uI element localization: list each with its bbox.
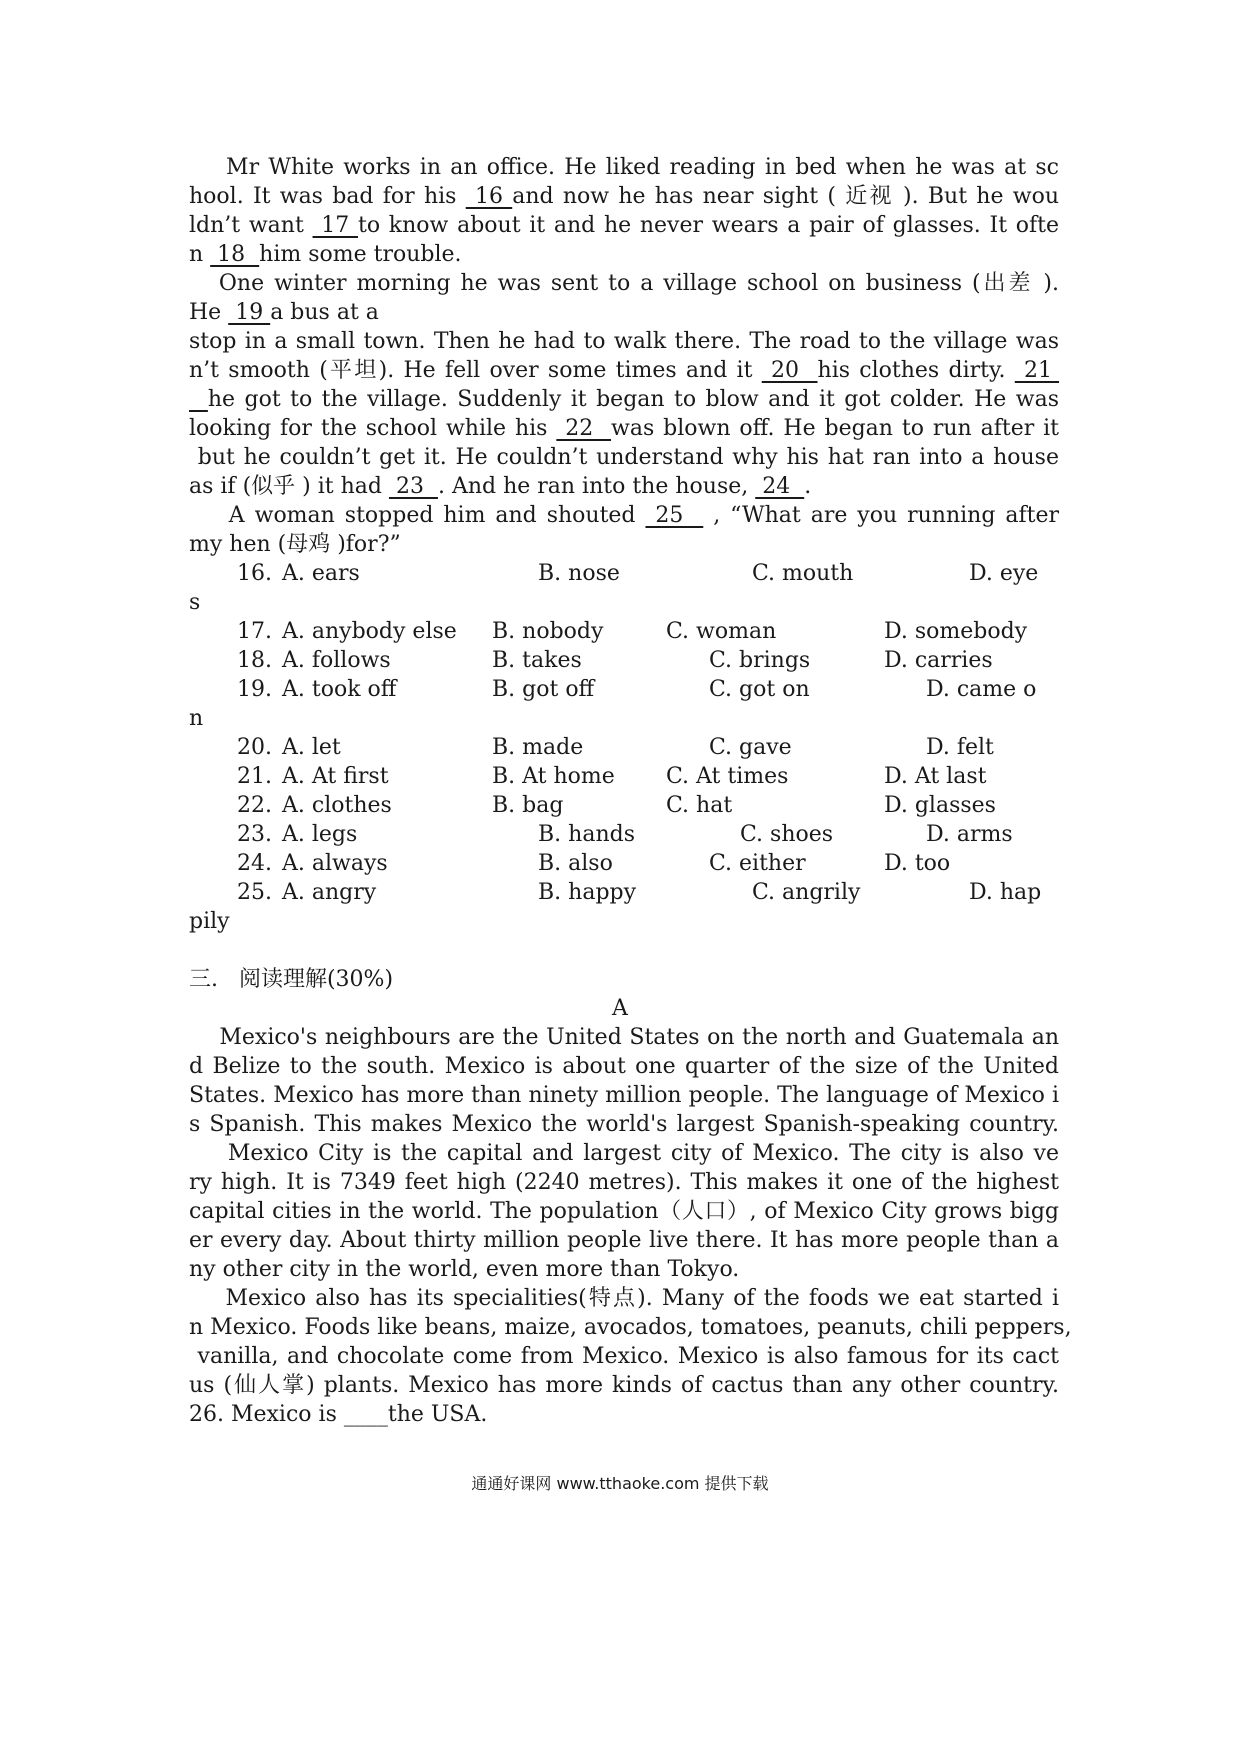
option-d: D. somebody: [884, 619, 1028, 644]
option-c: C. woman: [666, 619, 777, 644]
option-c: C. angrily: [752, 880, 861, 905]
blank-19: 19: [228, 300, 271, 325]
reading-line: er every day. About thirty million people live there. It has more people than a: [189, 1228, 1059, 1253]
option-a: A. let: [282, 735, 341, 760]
option-c: C. gave: [709, 735, 792, 760]
part-label: A: [612, 996, 628, 1021]
question-number: 22.: [237, 793, 272, 818]
blank-24: 24: [755, 474, 805, 499]
question-number: 19.: [237, 677, 272, 702]
question-number: 18.: [237, 648, 272, 673]
question-number: 23.: [237, 822, 272, 847]
blank-25: 25: [645, 503, 704, 528]
blank-20: 20: [761, 358, 818, 383]
option-a: A. took off: [282, 677, 397, 702]
reading-line: States. Mexico has more than ninety million people. The language of Mexico i: [189, 1083, 1059, 1108]
option-wrap: n: [189, 706, 204, 731]
option-c: C. either: [709, 851, 806, 876]
passage-line: n’t smooth (平坦). He fell over some times and it 20 his clothes dirty. 21: [189, 358, 1060, 383]
option-wrap: pily: [189, 909, 230, 934]
reading-line: Mexico's neighbours are the United States on the north and Guatemala an: [189, 1025, 1059, 1050]
option-a: A. ears: [282, 561, 360, 586]
option-d: D. glasses: [884, 793, 996, 818]
option-b: B. also: [538, 851, 613, 876]
option-c: C. got on: [709, 677, 810, 702]
reading-line: Mexico also has its specialities(特点). Many of the foods we eat started i: [189, 1286, 1059, 1311]
option-c: C. hat: [666, 793, 733, 818]
reading-line: ny other city in the world, even more than Tokyo.: [189, 1257, 740, 1282]
option-d: D. carries: [884, 648, 993, 673]
option-b: B. made: [492, 735, 584, 760]
blank-17: 17: [312, 213, 358, 238]
option-b: B. hands: [538, 822, 635, 847]
reading-line: s Spanish. This makes Mexico the world's largest Spanish-speaking country.: [189, 1112, 1059, 1137]
option-b: B. bag: [492, 793, 564, 818]
option-a: A. angry: [282, 880, 377, 905]
option-b: B. nose: [538, 561, 620, 586]
blank-21: 21: [1014, 358, 1060, 383]
option-d: D. eye: [969, 561, 1039, 586]
reading-line: d Belize to the south. Mexico is about one quarter of the size of the United: [189, 1054, 1059, 1079]
page-footer: 通通好课网 www.tthaoke.com 提供下载: [471, 1474, 769, 1493]
option-b: B. At home: [492, 764, 615, 789]
option-c: C. shoes: [740, 822, 834, 847]
option-a: A. anybody else: [282, 619, 457, 644]
reading-line: n Mexico. Foods like beans, maize, avocados, tomatoes, peanuts, chili peppers,: [189, 1315, 1072, 1340]
option-a: A. always: [282, 851, 388, 876]
option-a: A. clothes: [282, 793, 392, 818]
reading-line: Mexico City is the capital and largest city of Mexico. The city is also ve: [189, 1141, 1059, 1166]
reading-line: ry high. It is 7349 feet high (2240 metres). This makes it one of the highest: [189, 1170, 1059, 1195]
passage-line: ldn’t want 17 to know about it and he never wears a pair of glasses. It ofte: [189, 213, 1060, 238]
section-heading: 三. 阅读理解(30%): [189, 967, 394, 992]
blank-22: 22: [556, 416, 612, 441]
option-d: D. too: [884, 851, 951, 876]
passage-line: looking for the school while his 22 was blown off. He began to run after it: [189, 416, 1059, 441]
question-number: 20.: [237, 735, 272, 760]
passage-line: Mr White works in an office. He liked reading in bed when he was at sc: [189, 155, 1059, 180]
option-d: D. arms: [926, 822, 1013, 847]
option-d: D. felt: [926, 735, 994, 760]
option-c: C. brings: [709, 648, 811, 673]
question-number: 25.: [237, 880, 272, 905]
option-wrap: s: [189, 590, 201, 615]
option-b: B. got off: [492, 677, 595, 702]
option-d: D. At last: [884, 764, 987, 789]
passage-line: One winter morning he was sent to a village school on business (出差 ).: [189, 271, 1059, 296]
question-number: 21.: [237, 764, 272, 789]
passage-line: He 19 a bus at a: [189, 300, 379, 325]
passage-line: n 18 him some trouble.: [189, 242, 462, 267]
option-c: C. mouth: [752, 561, 854, 586]
passage-line: as if (似乎 ) it had 23 . And he ran into the house, 24 .: [189, 474, 812, 499]
reading-line: vanilla, and chocolate come from Mexico. Mexico is also famous for its cact: [189, 1344, 1059, 1369]
blank-23: 23: [388, 474, 438, 499]
passage-line: but he couldn’t get it. He couldn’t understand why his hat ran into a house: [189, 445, 1059, 470]
blank-16: 16: [465, 184, 513, 209]
reading-line: us (仙人掌) plants. Mexico has more kinds of cactus than any other country.: [189, 1373, 1059, 1398]
option-a: A. legs: [282, 822, 358, 847]
passage-line: A woman stopped him and shouted 25 , “What are you running after: [189, 503, 1059, 528]
option-a: A. follows: [282, 648, 391, 673]
blank-18: 18: [210, 242, 260, 267]
option-d: D. came o: [926, 677, 1037, 702]
reading-line: capital cities in the world. The population（人口）, of Mexico City grows bigg: [189, 1199, 1059, 1224]
blank-21-cont: [189, 387, 208, 412]
question-26: 26. Mexico is ____the USA.: [189, 1402, 488, 1427]
passage-line: stop in a small town. Then he had to walk there. The road to the village was: [189, 329, 1059, 354]
option-b: B. happy: [538, 880, 637, 905]
option-a: A. At first: [282, 764, 389, 789]
option-d: D. hap: [969, 880, 1042, 905]
passage-line: my hen (母鸡 )for?”: [189, 532, 401, 557]
option-c: C. At times: [666, 764, 789, 789]
question-number: 17.: [237, 619, 272, 644]
passage-line: he got to the village. Suddenly it began to blow and it got colder. He was: [189, 384, 1059, 416]
passage-line: hool. It was bad for his 16 and now he has near sight ( 近视 ). But he wou: [189, 184, 1059, 209]
option-b: B. nobody: [492, 619, 604, 644]
question-number: 24.: [237, 851, 272, 876]
option-b: B. takes: [492, 648, 582, 673]
question-number: 16.: [237, 561, 272, 586]
